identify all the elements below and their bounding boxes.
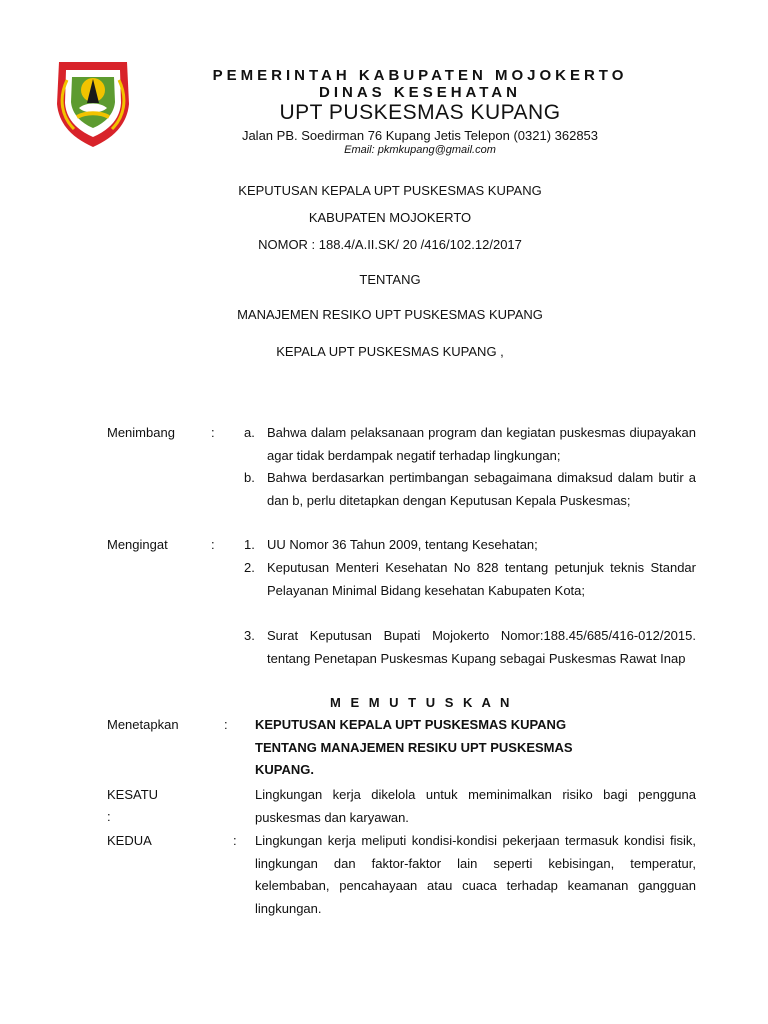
menimbang-label: Menimbang [107, 425, 175, 440]
mengingat-item-marker: 2. [244, 560, 255, 575]
kedua-colon: : [233, 833, 237, 848]
kesatu-colon: : [107, 809, 111, 824]
department-heading: DINAS KESEHATAN [319, 84, 521, 101]
email-line: Email: pkmkupang@gmail.com [344, 144, 496, 156]
mengingat-item-marker: 3. [244, 628, 255, 643]
authority-heading: KEPALA UPT PUSKESMAS KUPANG , [276, 344, 504, 359]
menetapkan-label: Menetapkan [107, 717, 179, 732]
mengingat-colon: : [211, 537, 215, 552]
unit-heading: UPT PUSKESMAS KUPANG [279, 101, 561, 124]
menetapkan-colon: : [224, 717, 228, 732]
menimbang-item-marker: b. [244, 470, 255, 485]
address-line: Jalan PB. Soedirman 76 Kupang Jetis Telepon (0321) 362853 [241, 128, 599, 143]
kesatu-label: KESATU [107, 787, 159, 802]
regency-title: KABUPATEN MOJOKERTO [308, 210, 472, 225]
mengingat-item-text: Keputusan Menteri Kesehatan No 828 tentang petunjuk teknis Standar Pelayanan Minimal Bidang kesehatan Kabupaten Kota; [267, 560, 696, 598]
decree-title: KEPUTUSAN KEPALA UPT PUSKESMAS KUPANG [238, 183, 542, 198]
menimbang-colon: : [211, 425, 215, 440]
menimbang-item-text: Bahwa dalam pelaksanaan program dan kegiatan puskesmas diupayakan agar tidak berdampak negatif terhadap lingkungan; [267, 425, 696, 463]
mengingat-item-marker: 1. [244, 537, 255, 552]
subject-heading: MANAJEMEN RESIKO UPT PUSKESMAS KUPANG [237, 307, 543, 322]
decree-number: NOMOR : 188.4/A.II.SK/ 20 /416/102.12/2017 [258, 237, 522, 252]
kedua-label: KEDUA [107, 833, 152, 848]
kedua-text: Lingkungan kerja meliputi kondisi-kondisi pekerjaan termasuk kondisi fisik, lingkungan dan faktor-faktor lain seperti kebisingan, temperatur, kelembaban, pencahayaan atau cuaca terhadap keamanan gangguan lingkungan. [255, 833, 696, 916]
mengingat-item-text: Surat Keputusan Bupati Mojokerto Nomor:188.45/685/416-012/2015. tentang Penetapan Puskesmas Kupang sebagai Puskesmas Rawat Inap [267, 628, 696, 666]
government-heading: PEMERINTAH KABUPATEN MOJOKERTO [212, 67, 628, 84]
kesatu-text: Lingkungan kerja dikelola untuk meminimalkan risiko bagi pengguna puskesmas dan karyawan. [255, 787, 696, 825]
decision-heading: M E M U T U S K A N [330, 695, 513, 710]
about-heading: TENTANG [359, 272, 421, 287]
menimbang-item-text: Bahwa berdasarkan pertimbangan sebagaimana dimaksud dalam butir a dan b, perlu ditetapkan dengan Keputusan Kepala Puskesmas; [267, 470, 696, 508]
mengingat-label: Mengingat [107, 537, 168, 552]
menetapkan-text: KEPUTUSAN KEPALA UPT PUSKESMAS KUPANG TENTANG MANAJEMEN RESIKU UPT PUSKESMAS KUPANG. [255, 717, 573, 777]
mengingat-item-text: UU Nomor 36 Tahun 2009, tentang Kesehatan; [267, 537, 538, 552]
menimbang-item-marker: a. [244, 425, 255, 440]
